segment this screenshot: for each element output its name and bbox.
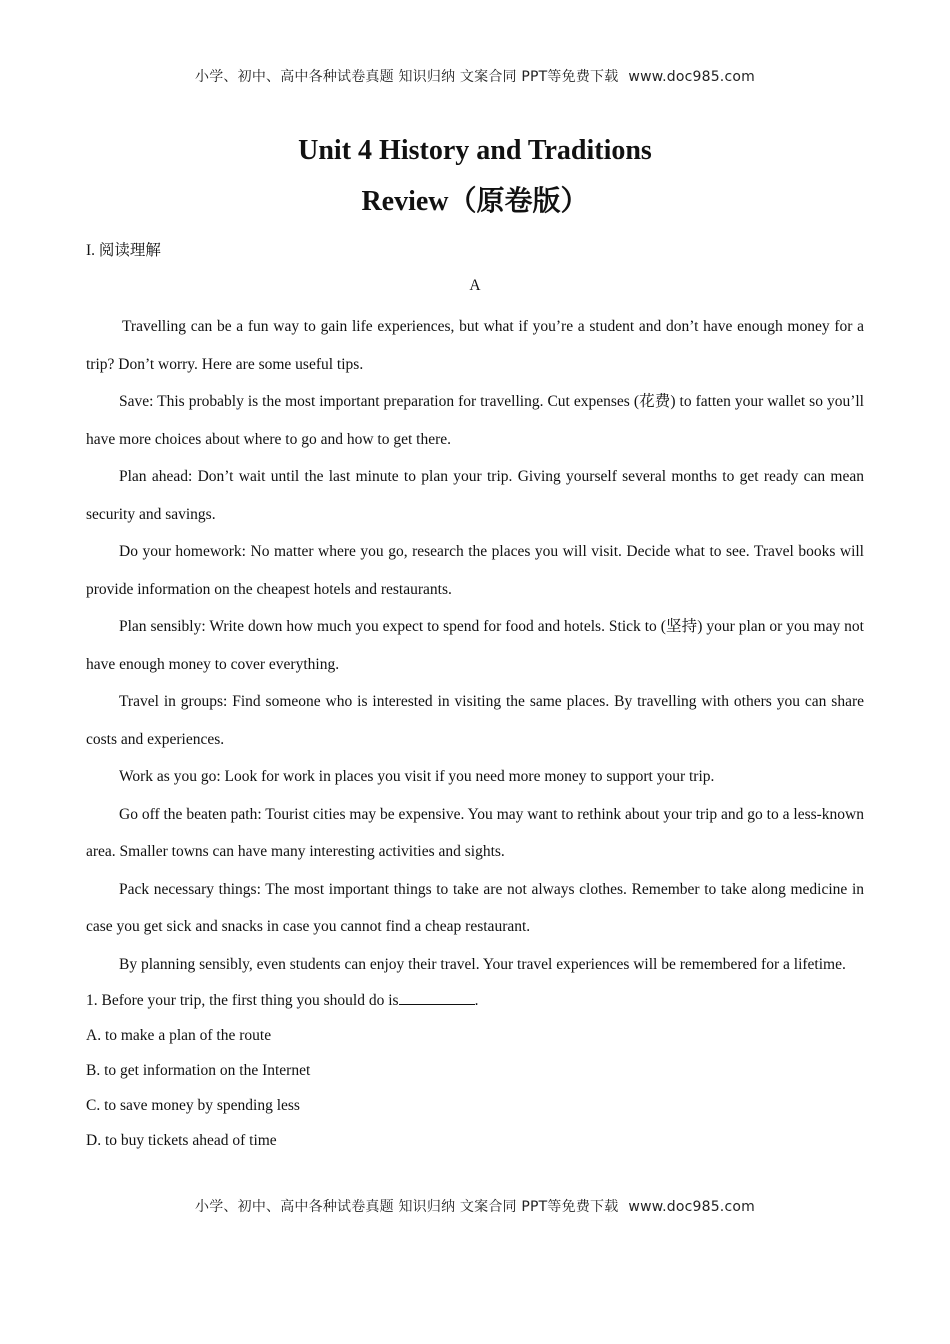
paragraph-homework: Do your homework: No matter where you go, research the places you will visit. Decide what to see. Travel books will provide information on the cheapest hotels and restaurants.	[86, 543, 864, 598]
page-header	[0, 66, 950, 86]
option-b: B. to get information on the Internet	[86, 1062, 311, 1079]
header-url[interactable]: www.doc985.com	[628, 69, 755, 85]
footer-text: 小学、初中、高中各种试卷真题 知识归纳 文案合同 PPT等免费下载	[195, 1199, 619, 1215]
header-text: 小学、初中、高中各种试卷真题 知识归纳 文案合同 PPT等免费下载	[195, 69, 619, 85]
paragraph-save: Save: This probably is the most important preparation for travelling. Cut expenses (花费) to fatten your wallet so you’ll have more choices about where to go and how to get there.	[86, 393, 864, 448]
paragraph-plan-sensibly: Plan sensibly: Write down how much you expect to spend for food and hotels. Stick to (坚持) your plan or you may not have enough money to cover everything.	[86, 618, 864, 673]
page-footer	[0, 1196, 950, 1216]
paragraph-travel-groups: Travel in groups: Find someone who is interested in visiting the same places. By travelling with others you can share costs and experiences.	[86, 693, 864, 748]
answer-blank	[399, 990, 475, 1005]
section-heading: I. 阅读理解	[86, 242, 161, 259]
document-body	[86, 238, 864, 1158]
document-subtitle: Review（原卷版）	[361, 186, 589, 217]
paragraph-plan-ahead: Plan ahead: Don’t wait until the last minute to plan your trip. Giving yourself several months to get ready can mean security and savings.	[86, 468, 864, 523]
option-c: C. to save money by spending less	[86, 1097, 300, 1114]
option-a: A. to make a plan of the route	[86, 1027, 272, 1044]
question-stem	[86, 983, 864, 1018]
paragraph-conclusion: By planning sensibly, even students can enjoy their travel. Your travel experiences will be remembered for a lifetime.	[119, 955, 846, 973]
document-title: Unit 4 History and Traditions	[298, 135, 652, 166]
footer-url[interactable]: www.doc985.com	[628, 1199, 755, 1215]
passage-label: A	[469, 277, 481, 294]
paragraph-work: Work as you go: Look for work in places you visit if you need more money to support your trip.	[119, 768, 715, 785]
paragraph-intro: Travelling can be a fun way to gain life experiences, but what if you’re a student and don’t have enough money for a trip? Don’t worry. Here are some useful tips.	[86, 318, 864, 373]
paragraph-pack: Pack necessary things: The most important things to take are not always clothes. Remember to take along medicine in case you get sick and snacks in case you cannot find a cheap restaurant.	[86, 880, 864, 935]
paragraph-beaten-path: Go off the beaten path: Tourist cities may be expensive. You may want to rethink about your trip and go to a less-known area. Smaller towns can have many interesting activities and sights.	[86, 805, 864, 860]
question-stem-text: 1. Before your trip, the first thing you should do is	[86, 992, 399, 1009]
option-d: D. to buy tickets ahead of time	[86, 1132, 277, 1149]
question-stem-end: .	[474, 992, 479, 1009]
